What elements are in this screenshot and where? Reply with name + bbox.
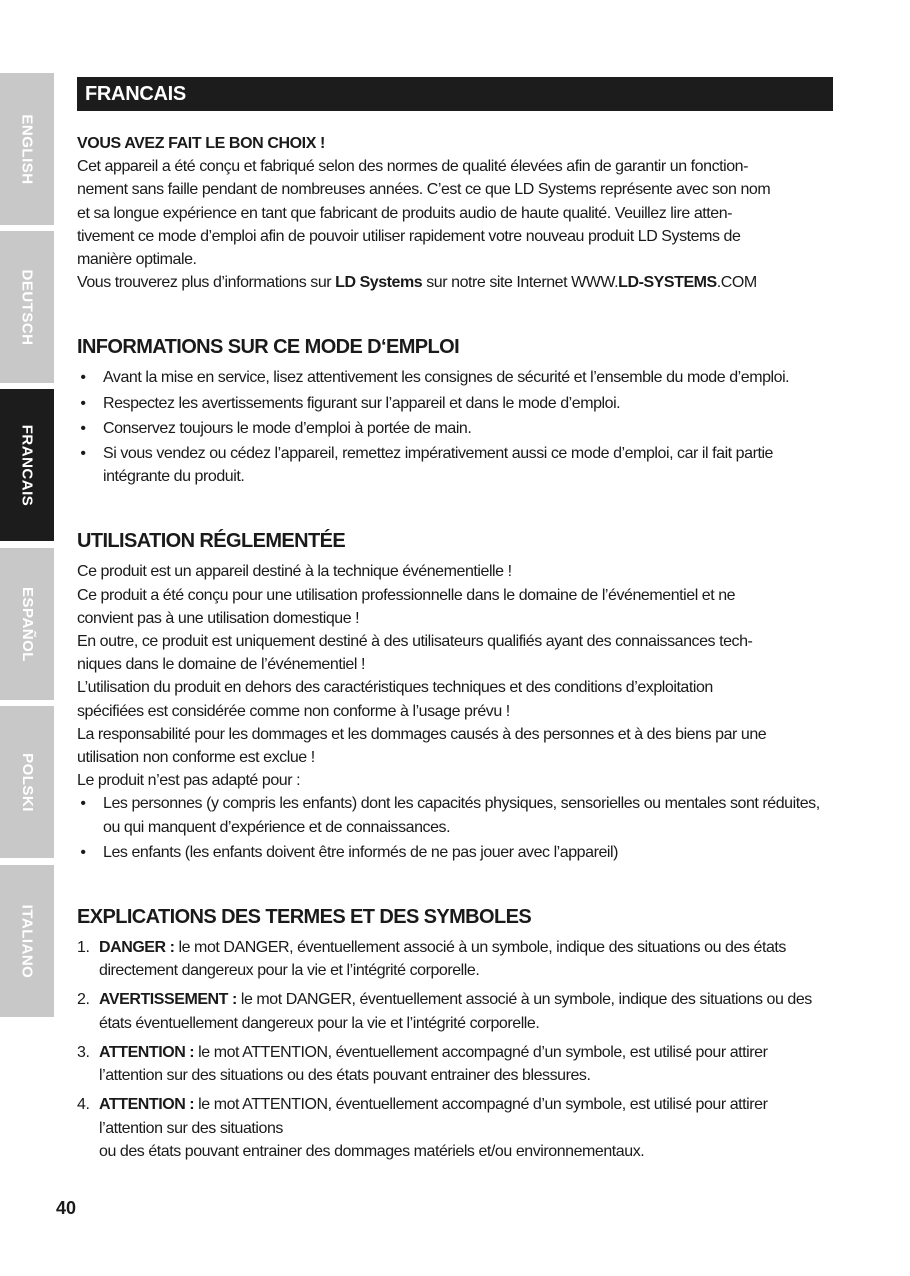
- intro-info-line: [77, 271, 833, 294]
- usage-line: niques dans le domaine de l’événementiel !: [77, 656, 365, 674]
- term-label: DANGER :: [99, 939, 175, 957]
- usage-line: Ce produit a été conçu pour une utilisation professionnelle dans le domaine de l’événementiel et ne: [77, 586, 736, 604]
- intro-line: manière optimale.: [77, 251, 197, 269]
- list-item: • Les personnes (y compris les enfants) dont les capacités physiques, sensorielles ou mentales sont réduites, ou qui manquent d’expérience et de connaissances.: [77, 792, 833, 838]
- term-number: 3.: [77, 1043, 90, 1061]
- usage-line: La responsabilité pour les dommages et les dommages causés à des personnes et à des biens par une: [77, 725, 767, 743]
- usage-line: L’utilisation du produit en dehors des caractéristiques techniques et des conditions d’exploitation: [77, 679, 713, 697]
- term-number: 1.: [77, 939, 90, 957]
- side-tab-label: ITALIANO: [18, 904, 36, 978]
- intro-line: tivement ce mode d’emploi afin de pouvoir utiliser rapidement votre nouveau produit LD Systems de: [77, 227, 741, 245]
- section-title-manual: INFORMATIONS SUR CE MODE D‘EMPLOI: [77, 336, 460, 359]
- usage-line: Ce produit est un appareil destiné à la technique événementielle !: [77, 563, 512, 581]
- info-middle: sur notre site Internet WWW.: [422, 274, 619, 292]
- usage-line: Le produit n’est pas adapté pour :: [77, 772, 301, 790]
- term-label: ATTENTION :: [99, 1096, 195, 1114]
- term-item: [77, 988, 833, 1034]
- side-tab-english[interactable]: [0, 73, 54, 225]
- list-item: • Conservez toujours le mode d’emploi à portée de main.: [77, 417, 833, 440]
- usage-line: En outre, ce produit est uniquement destiné à des utilisateurs qualifiés ayant des connaissances tech-: [77, 633, 753, 651]
- term-item: [77, 1041, 833, 1087]
- usage-line: utilisation non conforme est exclue !: [77, 749, 315, 767]
- side-tab-label: DEUTSCH: [18, 268, 36, 346]
- list-item: • Respectez les avertissements figurant sur l’appareil et dans le mode d’emploi.: [77, 392, 833, 415]
- side-tab-label: POLSKI: [18, 752, 36, 812]
- term-number: 2.: [77, 991, 90, 1009]
- manual-list: [77, 366, 833, 488]
- term-item: [77, 936, 833, 982]
- side-tab-label: FRANCAIS: [18, 424, 36, 506]
- usage-line: spécifiées est considérée comme non conforme à l’usage prévu !: [77, 702, 510, 720]
- side-tab-label: ESPAÑOL: [18, 586, 36, 662]
- list-item: • Si vous vendez ou cédez l’appareil, remettez impérativement aussi ce mode d’emploi, car il fait partie intégrante du produit.: [77, 442, 833, 488]
- info-brand: LD Systems: [335, 274, 423, 292]
- list-item: • Les enfants (les enfants doivent être informés de ne pas jouer avec l’appareil): [77, 841, 833, 864]
- intro-title: VOUS AVEZ FAIT LE BON CHOIX !: [77, 135, 325, 152]
- side-tab-espanol[interactable]: [0, 548, 54, 700]
- list-item: • Avant la mise en service, lisez attentivement les consignes de sécurité et l’ensemble du mode d’emploi.: [77, 366, 833, 389]
- side-tab-label: ENGLISH: [18, 113, 36, 185]
- term-label: AVERTISSEMENT :: [99, 991, 237, 1009]
- info-prefix: Vous trouverez plus d’informations sur: [77, 274, 336, 292]
- section-header-bar: [77, 77, 833, 111]
- info-site-link[interactable]: LD-SYSTEMS: [618, 274, 717, 292]
- side-tab-polski[interactable]: [0, 706, 54, 858]
- side-tab-francais[interactable]: [0, 389, 54, 541]
- terms-list: [77, 936, 833, 1163]
- term-text: le mot DANGER, éventuellement associé à un symbole, indique des situations ou des états directement dangereux pour la vie et l’intégrité corporelle.: [99, 939, 786, 980]
- term-text: le mot DANGER, éventuellement associé à un symbole, indique des situations ou des états éventuellement dangereux pour la vie et l’intégrité corporelle.: [99, 991, 812, 1032]
- page-number: 40: [56, 1198, 77, 1218]
- page-content: [77, 132, 833, 1169]
- term-text-continued: ou des états pouvant entrainer des dommages matériels et/ou environnementaux.: [99, 1142, 645, 1160]
- intro-line: Cet appareil a été conçu et fabriqué selon des normes de qualité élevées afin de garantir un fonction-: [77, 158, 748, 176]
- section-title-usage: UTILISATION RÉGLEMENTÉE: [77, 530, 346, 553]
- side-tab-deutsch[interactable]: [0, 231, 54, 383]
- usage-line: convient pas à une utilisation domestique !: [77, 609, 360, 627]
- side-tab-italiano[interactable]: [0, 865, 54, 1017]
- intro-line: et sa longue expérience en tant que fabricant de produits audio de haute qualité. Veuillez lire atten-: [77, 204, 733, 222]
- intro-line: nement sans faille pendant de nombreuses années. C’est ce que LD Systems représente avec son nom: [77, 181, 771, 199]
- page-title: FRANCAIS: [85, 83, 186, 105]
- info-suffix: .COM: [716, 274, 757, 292]
- term-text: le mot ATTENTION, éventuellement accompagné d’un symbole, est utilisé pour attirer l’attention sur des situations: [99, 1096, 768, 1137]
- usage-list: [77, 792, 833, 864]
- term-number: 4.: [77, 1096, 90, 1114]
- term-label: ATTENTION :: [99, 1043, 195, 1061]
- term-item: [77, 1093, 833, 1163]
- section-title-terms: EXPLICATIONS DES TERMES ET DES SYMBOLES: [77, 906, 532, 929]
- term-text: le mot ATTENTION, éventuellement accompagné d’un symbole, est utilisé pour attirer l’attention sur des situations ou des états pouvant entrainer des blessures.: [99, 1043, 768, 1085]
